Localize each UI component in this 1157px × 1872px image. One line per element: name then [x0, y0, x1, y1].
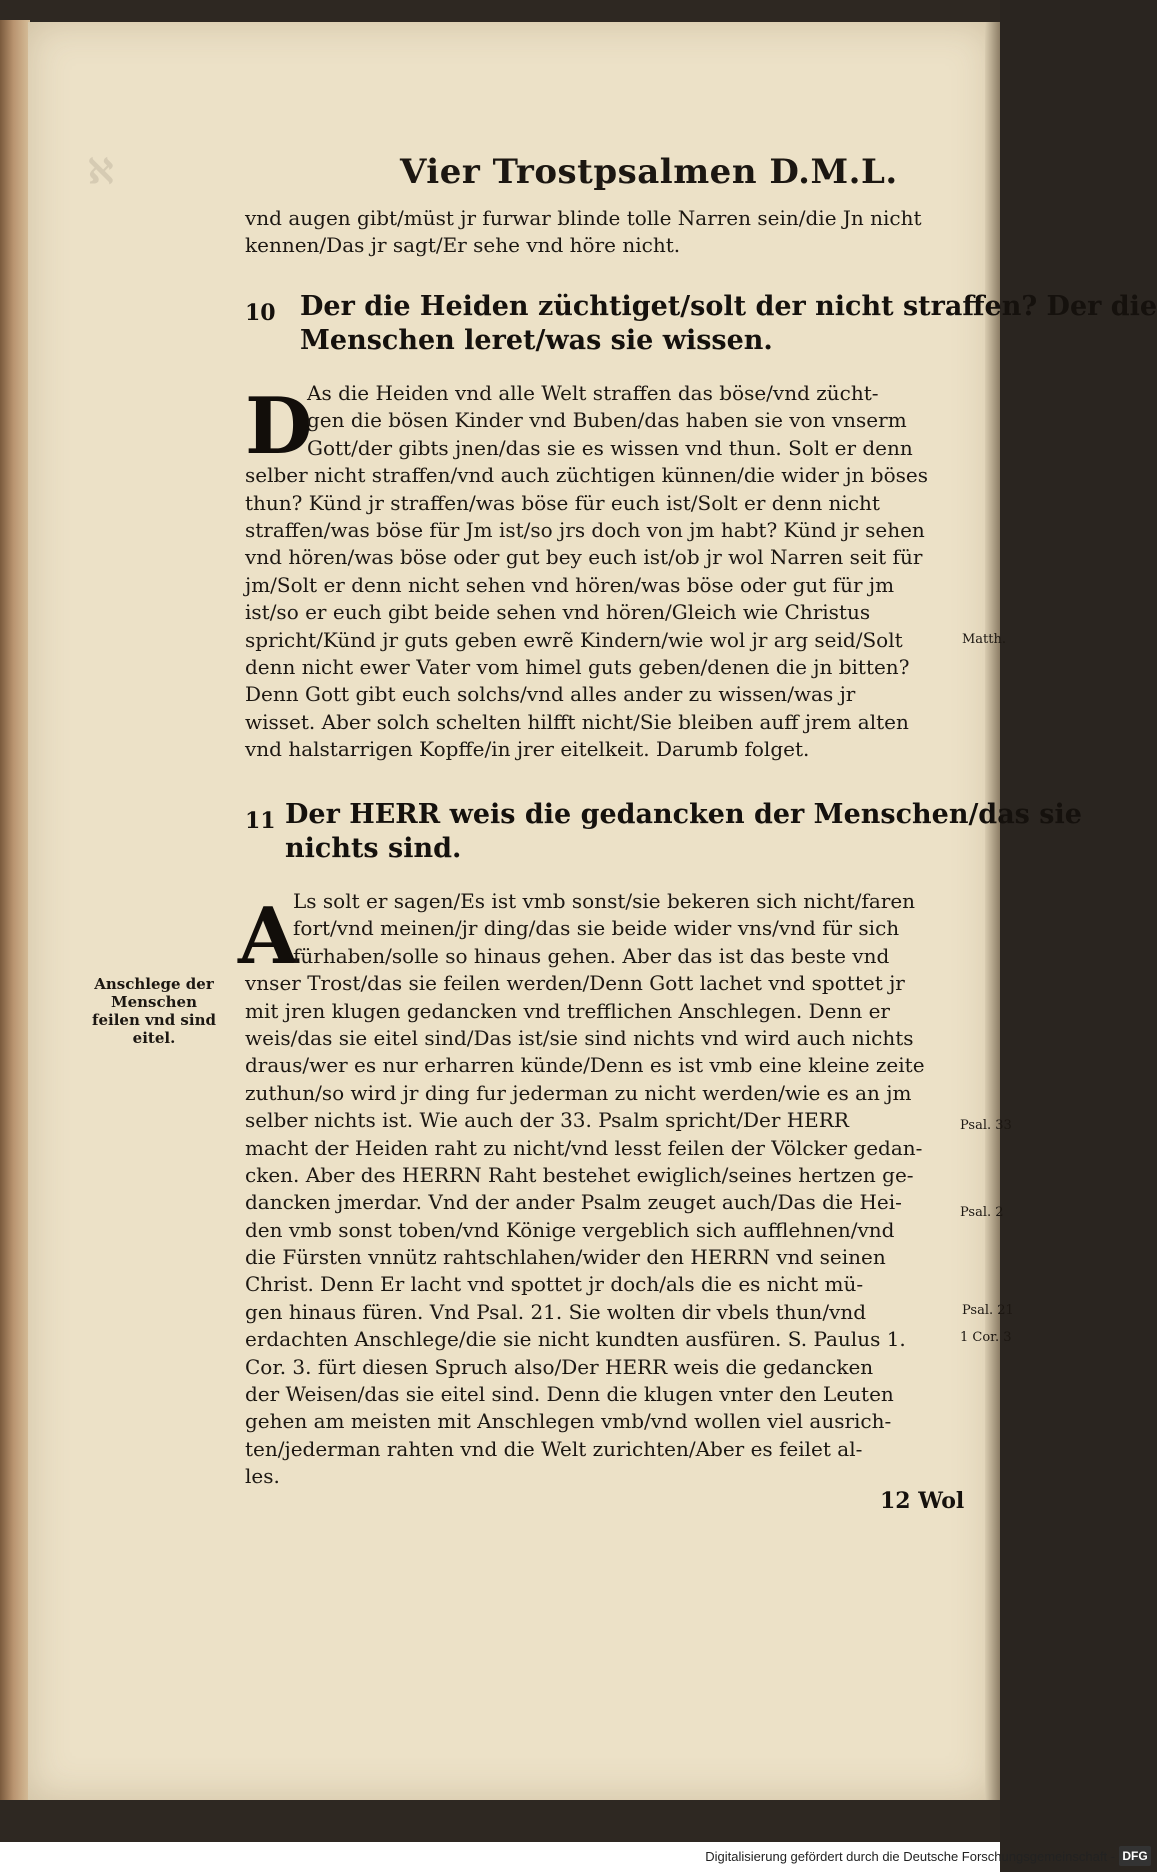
para-1-line: straffen/was böse für Jm ist/so jrs doch von jm habt? Künd jr sehen [245, 517, 925, 542]
para-2-line: die Fürsten vnnütz rahtschlahen/wider den HERRN vnd seinen [245, 1245, 886, 1270]
para-2-line: vnser Trost/das sie feilen werden/Denn Gott lachet vnd spottet jr [245, 971, 905, 996]
marginal-ref-matth: Matth. [962, 632, 1007, 647]
para-2-line: Ls solt er sagen/Es ist vmb sonst/sie bekeren sich nicht/faren [293, 889, 916, 913]
marginal-note: Anschlege der Menschen feilen vnd sind eitel. [92, 975, 216, 1047]
catchword: 12 Wol [880, 1488, 965, 1514]
para-1-line: vnd halstarrigen Kopffe/in jrer eitelkeit. Darumb folget. [245, 737, 810, 762]
footer-credit: Digitalisierung gefördert durch die Deutsche Forschungsgemeinschaft - [705, 1849, 1115, 1864]
para-2-line: cken. Aber des HERRN Raht bestehet ewiglich/seines hertzen ge- [245, 1162, 914, 1187]
dfg-logo: DFG [1119, 1846, 1151, 1866]
para-2-line: der Weisen/das sie eitel sind. Denn die klugen vnter den Leuten [245, 1382, 894, 1407]
running-head: Vier Trostpsalmen D.M.L. [400, 152, 898, 192]
para-1-line: As die Heiden vnd alle Welt straffen das böse/vnd zücht- [307, 381, 879, 405]
para-2-line: Christ. Denn Er lacht vnd spottet jr doch/als die es nicht mü- [245, 1272, 864, 1297]
verse-10-line-2: Menschen leret/was sie wissen. [300, 325, 773, 356]
verse-10-line-1: Der die Heiden züchtiget/solt der nicht straffen? Der die [300, 291, 1157, 322]
para-2-line: zuthun/so wird jr ding fur jederman zu nicht werden/wie es an jm [245, 1080, 912, 1105]
verse-number-11: 11 [245, 808, 276, 834]
bleed-through-text: ℵ [88, 152, 114, 192]
para-1-line: spricht/Künd jr guts geben ewrẽ Kindern/wie wol jr arg seid/Solt [245, 627, 903, 652]
para-2-line: macht der Heiden raht zu nicht/vnd lesst feilen der Völcker gedan- [245, 1135, 923, 1160]
opening-line-1: vnd augen gibt/müst jr furwar blinde tolle Narren sein/die Jn nicht [245, 206, 922, 230]
dropcap-d: D [245, 381, 313, 472]
verse-11-line-1: Der HERR weis die gedancken der Menschen/das sie [285, 799, 1082, 830]
marginal-ref-psal-33: Psal. 33 [960, 1118, 1012, 1133]
para-2-line: erdachten Anschlege/die sie nicht kundten ausfüren. S. Paulus 1. [245, 1327, 906, 1352]
book-spine [0, 20, 30, 1800]
para-2-line: gen hinaus füren. Vnd Psal. 21. Sie wolten dir vbels thun/vnd [245, 1299, 867, 1324]
para-2-line: draus/wer es nur erharren künde/Denn es ist vmb eine kleine zeite [245, 1053, 925, 1078]
para-1-line: gen die bösen Kinder vnd Buben/das haben sie von vnserm [307, 408, 907, 433]
para-2-line: ten/jederman rahten vnd die Welt zurichten/Aber es feilet al- [245, 1436, 863, 1461]
paragraph-1 [245, 380, 975, 763]
verse-11-line-2: nichts sind. [285, 833, 462, 864]
para-2-line: dancken jmerdar. Vnd der ander Psalm zeuget auch/Das die Hei- [245, 1190, 902, 1215]
para-1-line: ist/so er euch gibt beide sehen vnd hören/Gleich wie Christus [245, 600, 871, 625]
marginal-ref-1-cor-3: 1 Cor. 3 [960, 1330, 1012, 1345]
para-1-line: thun? Künd jr straffen/was böse für euch ist/Solt er denn nicht [245, 490, 880, 515]
verse-number-10: 10 [245, 300, 276, 326]
para-2-line: weis/das sie eitel sind/Das ist/sie sind nichts vnd wird auch nichts [245, 1025, 914, 1050]
para-2-line: Cor. 3. fürt diesen Spruch also/Der HERR weis die gedancken [245, 1354, 874, 1379]
para-2-line: les. [245, 1464, 280, 1489]
paragraph-2 [245, 888, 975, 1491]
para-2-line: selber nichts ist. Wie auch der 33. Psalm spricht/Der HERR [245, 1108, 849, 1133]
para-2-line: gehen am meisten mit Anschlegen vmb/vnd wollen viel ausrich- [245, 1409, 892, 1434]
para-2-line: den vmb sonst toben/vnd Könige vergeblich sich aufflehnen/vnd [245, 1217, 895, 1242]
para-1-line: selber nicht straffen/vnd auch züchtigen künnen/die wider jn böses [245, 463, 928, 488]
marginal-ref-psal-2: Psal. 2 [960, 1205, 1004, 1220]
para-2-line: fort/vnd meinen/jr ding/das sie beide wider vns/vnd für sich [293, 916, 900, 941]
para-2-line: mit jren klugen gedancken vnd trefflichen Anschlegen. Denn er [245, 998, 890, 1023]
para-1-line: wisset. Aber solch schelten hilfft nicht/Sie bleiben auff jrem alten [245, 709, 909, 734]
para-1-line: denn nicht ewer Vater vom himel guts geben/denen die jn bitten? [245, 654, 910, 679]
page-edge [985, 22, 1000, 1800]
para-1-line: Denn Gott gibt euch solchs/vnd alles ander zu wissen/was jr [245, 682, 856, 707]
para-1-line: Gott/der gibts jnen/das sie es wissen vnd thun. Solt er denn [307, 435, 913, 460]
dropcap-a: A [238, 891, 299, 982]
para-1-line: jm/Solt er denn nicht sehen vnd hören/was böse oder gut für jm [245, 572, 895, 597]
para-2-line: fürhaben/solle so hinaus gehen. Aber das ist das beste vnd [293, 943, 890, 968]
para-1-line: vnd hören/was böse oder gut bey euch ist/ob jr wol Narren seit für [245, 545, 923, 570]
opening-line-2: kennen/Das jr sagt/Er sehe vnd höre nicht. [245, 233, 681, 257]
marginal-ref-psal-21: Psal. 21 [962, 1303, 1014, 1318]
